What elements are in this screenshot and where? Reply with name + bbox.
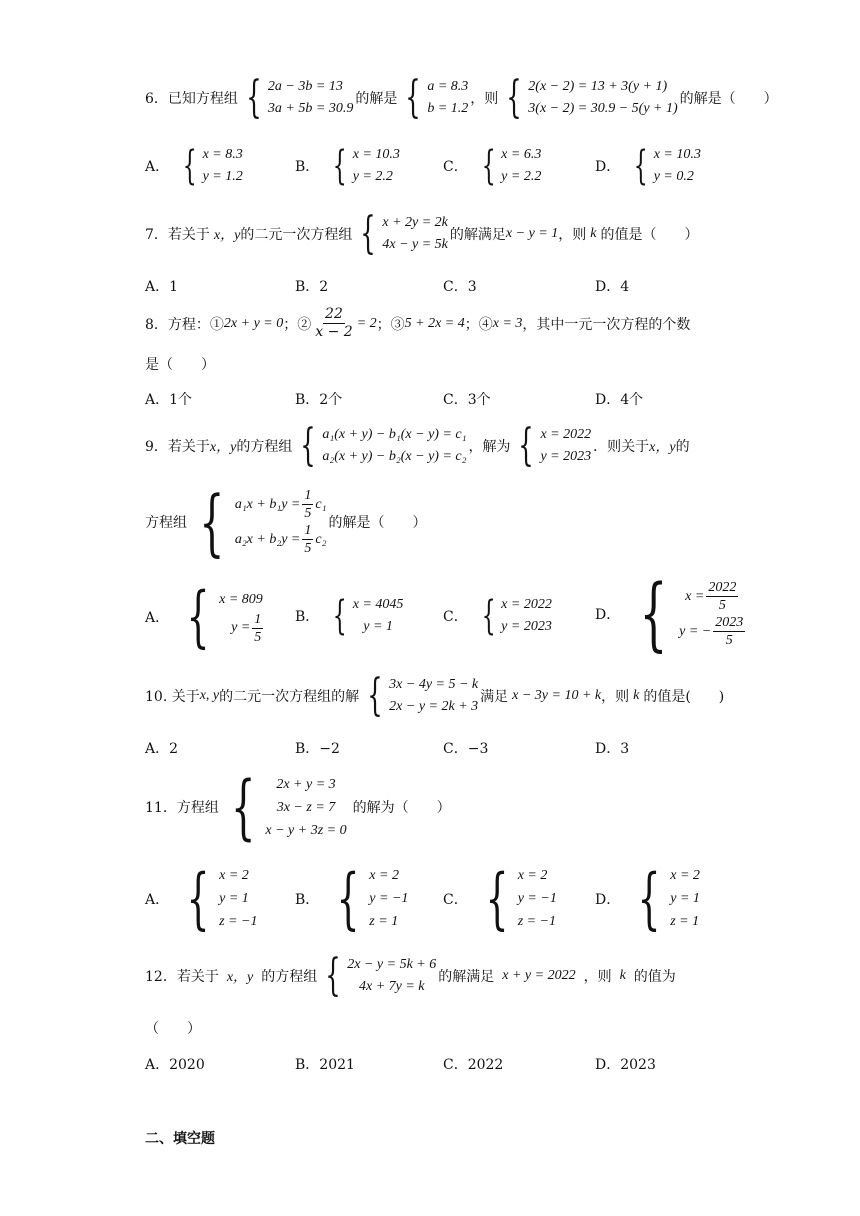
option-b[interactable]: B． { x = 10.3 y = 2.2 bbox=[295, 143, 400, 189]
question-text: 的解是 bbox=[355, 91, 398, 107]
equation-system: { 2x − y = 5k + 6 4x + 7y = k bbox=[325, 950, 437, 1001]
equation: a₁(x + y) − b₁(x − y) = c₁ bbox=[322, 427, 467, 442]
equation: 4x + 7y = k bbox=[358, 979, 425, 994]
question-text: 的值是( ) bbox=[643, 689, 725, 705]
question-6-options bbox=[145, 144, 765, 194]
equation: 3(x − 2) = 30.9 − 5(y + 1) bbox=[528, 101, 678, 116]
question-11-stem: 11．方程组 bbox=[145, 800, 219, 816]
question-text: 是（ ） bbox=[145, 357, 215, 373]
equation: = 2 bbox=[356, 315, 377, 331]
solution-system: { x = 2022 y = 2023 bbox=[518, 420, 592, 471]
question-text: 的方程组 bbox=[261, 969, 318, 985]
option-a[interactable]: A．2020 bbox=[145, 1057, 205, 1073]
equation-system: { a₁x + b₁y = $\frac{1}{5}$ c₁ a₂x + b₂y = $\frac{1}{5}$ c₂ bbox=[199, 480, 327, 564]
question-text: 的 bbox=[675, 439, 690, 455]
equation: 2x − y = 2k + 3 bbox=[389, 699, 479, 714]
option-b[interactable]: B． { x = 2 y = −1 z = 1 bbox=[295, 859, 409, 937]
variables: x, y bbox=[199, 688, 220, 703]
question-12 bbox=[145, 950, 676, 1001]
question-text: 的值为 bbox=[633, 969, 676, 985]
question-text: 的方程组 bbox=[236, 439, 293, 455]
option-c[interactable]: C． { x = 2 y = −1 z = −1 bbox=[443, 859, 557, 937]
question-8-options bbox=[145, 389, 765, 409]
equation: a₂(x + y) − b₂(x − y) = c₂ bbox=[322, 449, 467, 464]
question-text: 的解是（ ） bbox=[679, 91, 778, 107]
question-10-stem: 10. 关于 bbox=[145, 689, 200, 705]
question-9-options bbox=[145, 567, 765, 660]
question-text: ；④ bbox=[464, 316, 493, 333]
option-d[interactable]: D．2023 bbox=[595, 1057, 656, 1073]
equation-system: { 2(x − 2) = 13 + 3(y + 1) 3(x − 2) = 30.9 − 5(y + 1) bbox=[506, 72, 678, 123]
question-text: ，则 bbox=[583, 969, 612, 985]
option-b[interactable]: B．−2 bbox=[295, 741, 340, 757]
equation: x + 2y = 2k bbox=[382, 215, 448, 230]
question-text: 的解满足 bbox=[438, 969, 495, 985]
question-text: 的解为（ ） bbox=[352, 800, 451, 816]
equation: a₂x + b₂y = bbox=[234, 531, 301, 547]
question-text: ；② bbox=[283, 316, 312, 333]
question-text: （ ） bbox=[145, 1021, 201, 1037]
question-text: 方程组 bbox=[145, 515, 187, 531]
question-8-line2 bbox=[145, 354, 215, 374]
variables: x，y bbox=[209, 440, 237, 455]
question-9 bbox=[145, 420, 690, 471]
equation: 3x − 4y = 5 − k bbox=[389, 677, 479, 692]
question-text: 的解满足 bbox=[449, 227, 506, 243]
equation-system: { a₁(x + y) − b₁(x − y) = c₁ a₂(x + y) − b₂(x − y) = c₂ bbox=[300, 420, 467, 471]
question-10 bbox=[145, 670, 725, 721]
question-7 bbox=[145, 208, 699, 259]
question-8 bbox=[145, 306, 690, 341]
equation: a = 8.3 bbox=[427, 79, 469, 94]
question-text: 的解是（ ） bbox=[328, 515, 427, 531]
question-9-stem: 9．若关于 bbox=[145, 439, 210, 455]
equation: 5 + 2x = 4 bbox=[404, 315, 465, 331]
question-8-stem: 8．方程：① bbox=[145, 316, 224, 333]
question-text: 的二元一次方程组 bbox=[240, 227, 353, 243]
condition-equation: x − 3y = 10 + k bbox=[512, 688, 602, 703]
question-text: ，其中一元一次方程的个数 bbox=[522, 316, 691, 333]
variables: x，y bbox=[649, 440, 676, 455]
option-d[interactable]: D．4 bbox=[595, 279, 630, 295]
equation-system: { 2x + y = 3 3x − z = 7 x − y + 3z = 0 bbox=[230, 766, 347, 848]
section-heading: 二、填空题 bbox=[145, 1131, 215, 1147]
equation: a₁x + b₁y = bbox=[234, 496, 301, 512]
equation: 4x − y = 5k bbox=[382, 237, 448, 252]
option-b[interactable]: B．2 bbox=[295, 279, 329, 295]
equation: 2x − y = 5k + 6 bbox=[347, 957, 437, 972]
equation: b = 1.2 bbox=[427, 101, 469, 116]
variable-k: k bbox=[619, 968, 626, 983]
question-11 bbox=[145, 766, 451, 848]
condition-equation: x − y = 1 bbox=[505, 226, 559, 241]
variable-k: k bbox=[590, 226, 597, 241]
option-c[interactable]: C． { x = 2022 y = 2023 bbox=[443, 593, 552, 639]
option-c[interactable]: C．3 bbox=[443, 279, 477, 295]
equation: y = 2023 bbox=[540, 449, 592, 464]
option-a[interactable]: A． { x = 809 y = $\frac{1}{5}$ bbox=[145, 578, 263, 655]
variable-k: k bbox=[633, 688, 640, 703]
question-text: 的值是（ ） bbox=[600, 227, 699, 243]
option-d[interactable]: D． { x = 2 y = 1 z = 1 bbox=[595, 859, 700, 937]
equation: 2a − 3b = 13 bbox=[267, 79, 343, 94]
option-c[interactable]: C．3个 bbox=[443, 392, 491, 408]
option-c[interactable]: C．−3 bbox=[443, 741, 489, 757]
option-a[interactable]: A． { x = 8.3 y = 1.2 bbox=[145, 143, 243, 189]
question-7-options bbox=[145, 276, 765, 296]
question-text: 的二元一次方程组的解 bbox=[219, 689, 360, 705]
equation: 3a + 5b = 30.9 bbox=[267, 101, 354, 116]
option-d[interactable]: D．3 bbox=[595, 741, 630, 757]
option-b[interactable]: B． { x = 4045 y = 1 bbox=[295, 593, 404, 639]
question-6-stem: 6．已知方程组 bbox=[145, 91, 238, 107]
option-a[interactable]: A．1 bbox=[145, 279, 179, 295]
equation: 2x + y = 3 bbox=[276, 776, 336, 792]
question-7-stem: 7．若关于 bbox=[145, 227, 210, 243]
question-text: ，则 bbox=[558, 227, 587, 243]
option-c[interactable]: C．2022 bbox=[443, 1057, 504, 1073]
equation-system: { 3x − 4y = 5 − k 2x − y = 2k + 3 bbox=[367, 670, 479, 721]
equation: 2(x − 2) = 13 + 3(y + 1) bbox=[528, 79, 668, 94]
question-text: ．则关于 bbox=[593, 439, 650, 455]
option-d[interactable]: D．4个 bbox=[595, 392, 644, 408]
option-b[interactable]: B．2个 bbox=[295, 392, 343, 408]
question-11-options bbox=[145, 859, 765, 937]
option-d[interactable]: D． { x = $\frac{2022}{5}$ y = − $\frac{2023}{5}$ bbox=[595, 567, 744, 660]
question-text: ，则 bbox=[470, 91, 499, 107]
question-9-line2 bbox=[145, 480, 427, 564]
option-c[interactable]: C． { x = 6.3 y = 2.2 bbox=[443, 143, 542, 189]
fraction: $\frac{22}{x - 2}$ bbox=[315, 306, 353, 340]
equation: 2x + y = 0 bbox=[223, 315, 284, 331]
question-text: ，则 bbox=[601, 689, 630, 705]
condition-equation: x + y = 2022 bbox=[502, 968, 576, 983]
question-12-line2 bbox=[145, 1018, 201, 1038]
question-text: ，解为 bbox=[468, 439, 511, 455]
question-12-stem: 12．若关于 bbox=[145, 969, 219, 985]
equation-system: { 2a − 3b = 13 3a + 5b = 30.9 bbox=[246, 72, 354, 123]
solution-system: { a = 8.3 b = 1.2 bbox=[405, 72, 469, 123]
equation-system: { x + 2y = 2k 4x − y = 5k bbox=[360, 208, 448, 259]
option-a[interactable]: A．2 bbox=[145, 741, 179, 757]
question-text: 满足 bbox=[480, 689, 509, 705]
question-10-options bbox=[145, 738, 765, 758]
equation: x = 2022 bbox=[540, 427, 592, 442]
question-6 bbox=[145, 72, 778, 123]
question-12-options bbox=[145, 1054, 765, 1074]
option-d[interactable]: D． { x = 10.3 y = 0.2 bbox=[595, 143, 701, 189]
equation: 3x − z = 7 bbox=[276, 799, 336, 815]
option-a[interactable]: A．1个 bbox=[145, 392, 193, 408]
equation: x − y + 3z = 0 bbox=[265, 822, 347, 838]
equation: x = 3 bbox=[492, 315, 523, 331]
variables: x，y bbox=[213, 228, 241, 243]
variables: x，y bbox=[226, 970, 254, 985]
option-a[interactable]: A． { x = 2 y = 1 z = −1 bbox=[145, 859, 258, 937]
question-text: ；③ bbox=[376, 316, 405, 333]
option-b[interactable]: B．2021 bbox=[295, 1057, 355, 1073]
